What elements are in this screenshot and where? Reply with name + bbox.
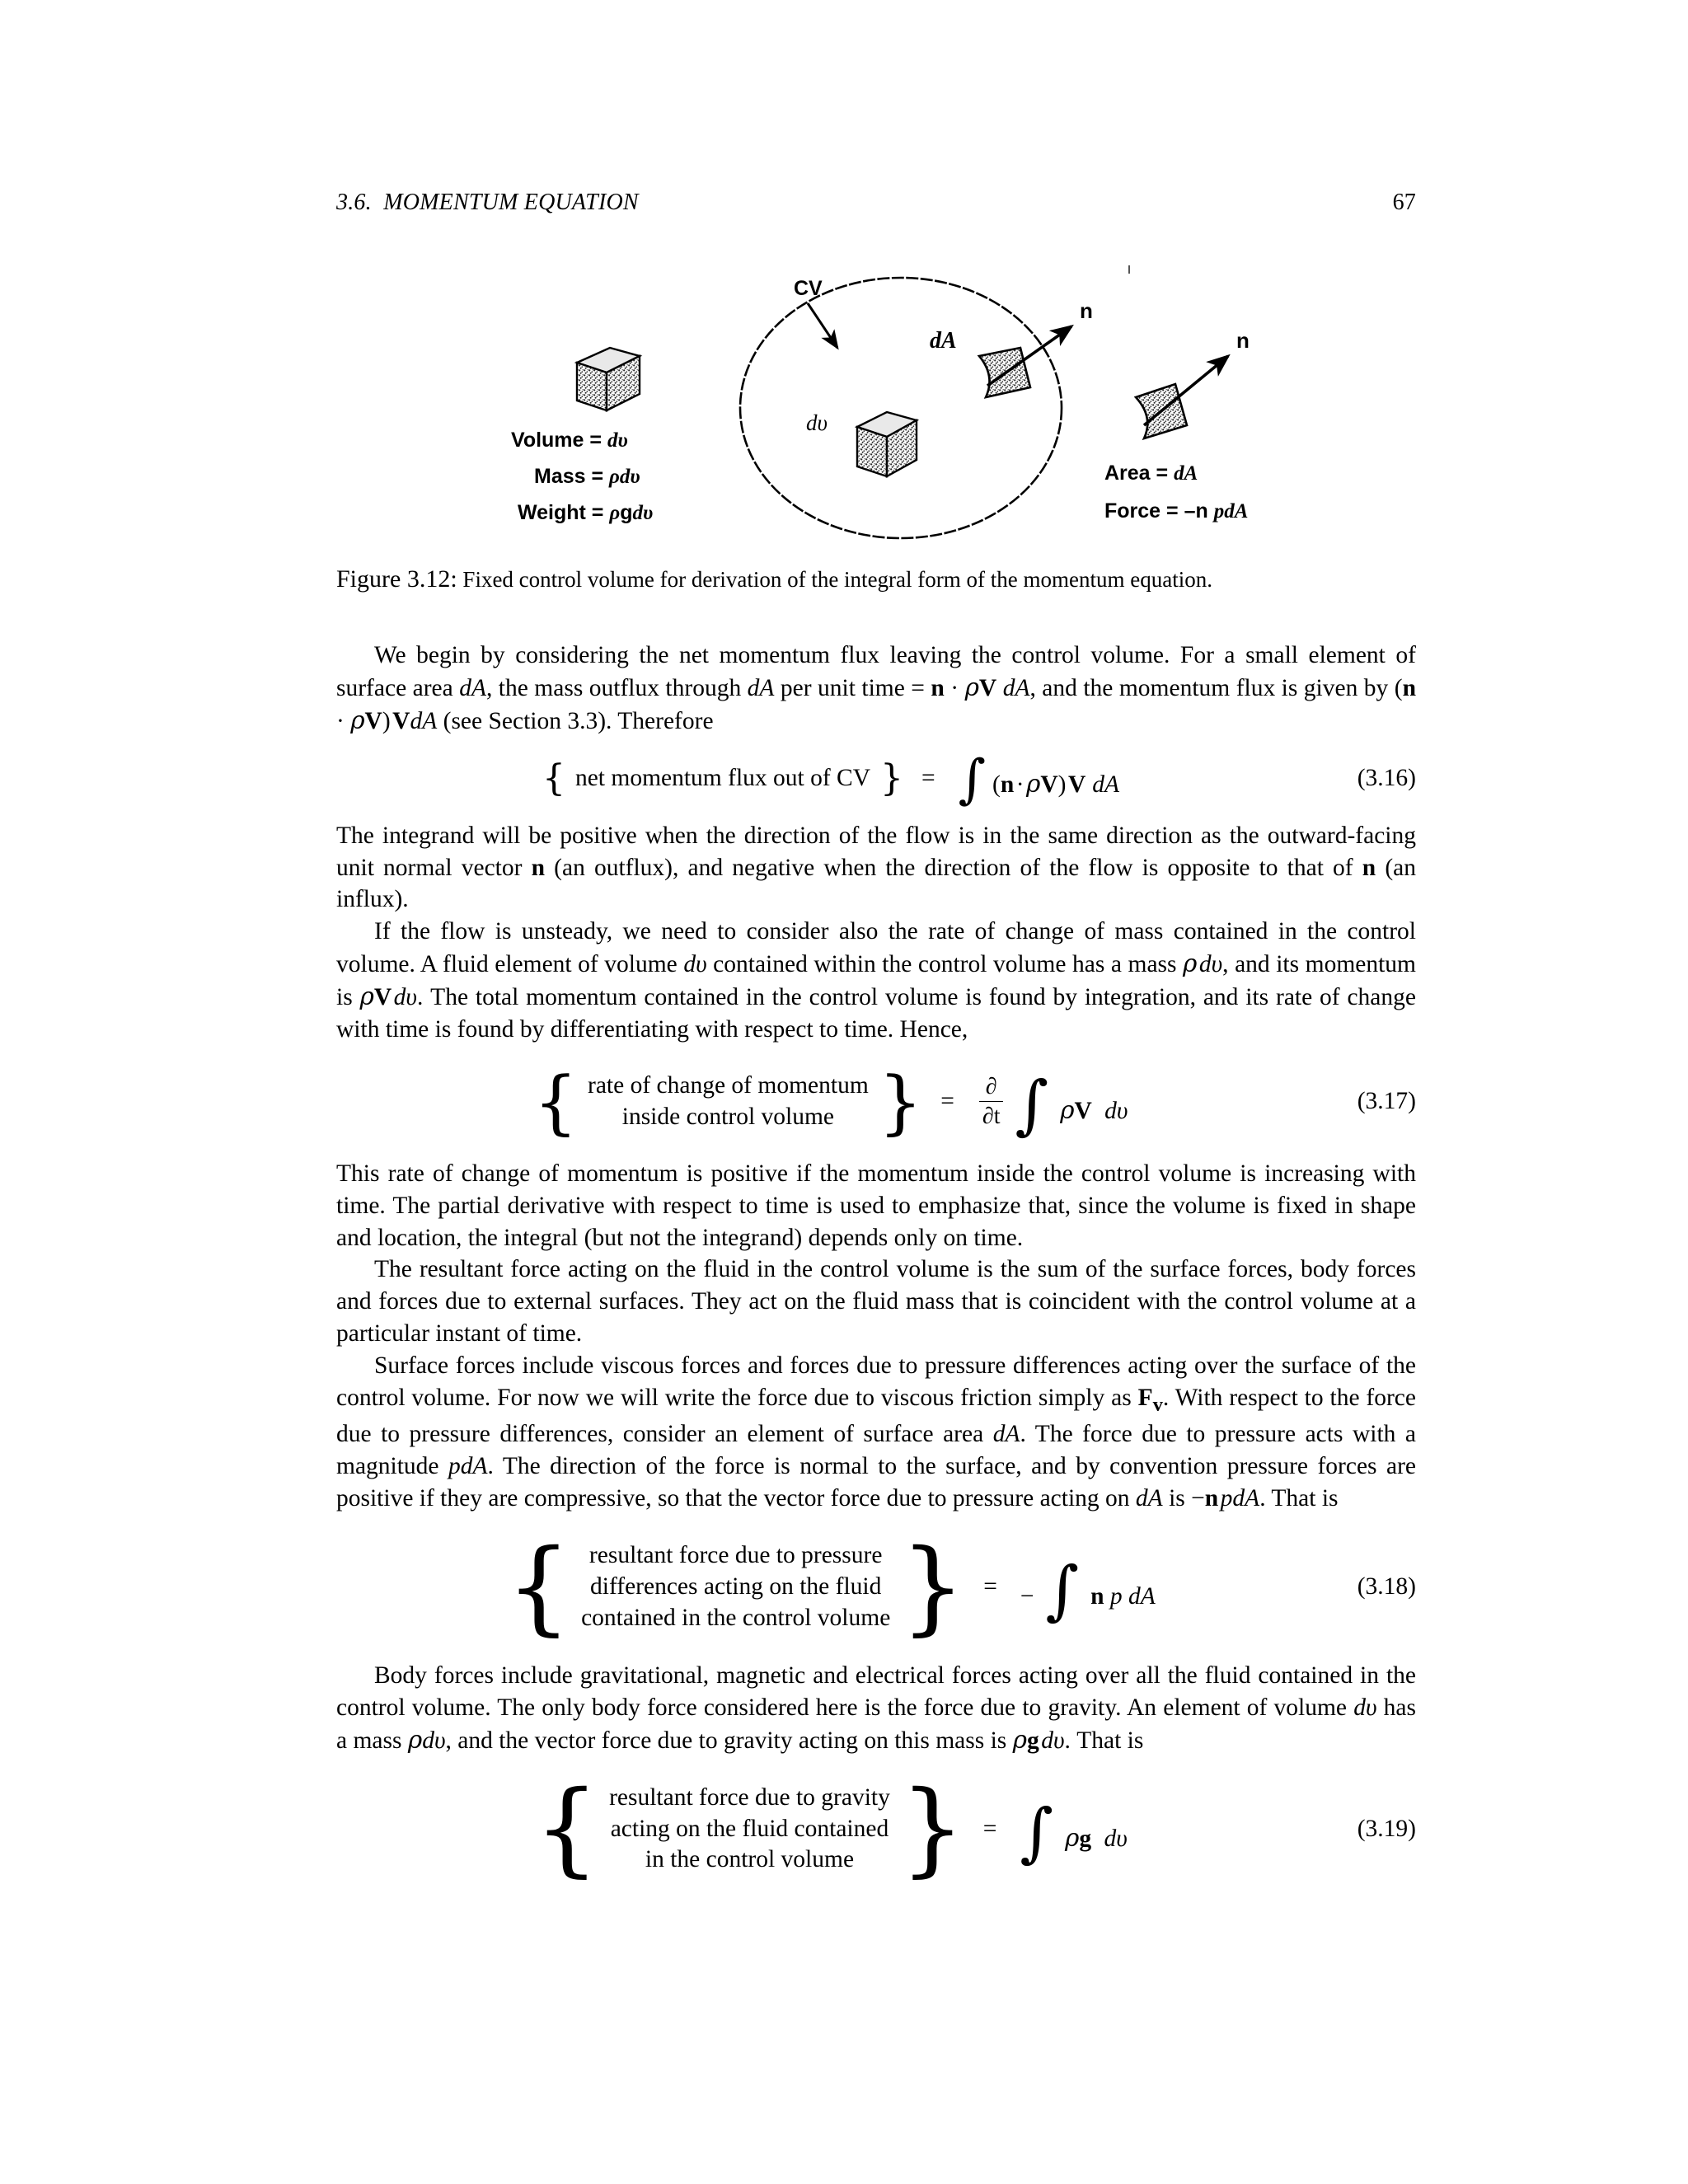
p3-text-1: If the flow is unsteady, we need to consider also the rate of change of mass contained in the control volume. A fluid element of volume: [336, 918, 1416, 978]
figure-caption: [336, 563, 1416, 595]
figure-caption-text: Fixed control volume for derivation of the integral form of the momentum equation.: [462, 567, 1212, 592]
p2-math-n-2: n: [1362, 854, 1376, 881]
p6-math-v-sub: v: [1152, 1393, 1163, 1416]
figure-label-area: Area = dA: [1104, 462, 1198, 485]
paragraph-resultant-force: [336, 1254, 1416, 1350]
eq316-lhs-line: net momentum flux out of CV: [574, 764, 871, 791]
equation-3-18: [336, 1527, 1416, 1647]
p6-text-4: . The direction of the force is normal to the surface, and by convention pressure forces are positive if they are compressive, so that the vector force due to pressure acting on: [336, 1453, 1416, 1511]
p2-math-n: n: [531, 854, 546, 881]
eq318-p: p: [1104, 1583, 1123, 1610]
p7-text-3: , and the vector force due to gravity acting on this mass is: [445, 1727, 1013, 1754]
figure-label-mass: Mass = ρdυ: [534, 465, 640, 488]
p1-text-4: , and the momentum flux is given by: [1029, 674, 1395, 701]
p6-text-5: is: [1162, 1484, 1192, 1511]
p3-text-4: . The total momentum contained in the control volume is found by integration, and its rate of change with time is found by differentiating with respect to time. Hence,: [336, 984, 1416, 1043]
figure-label-dv: dυ: [806, 410, 828, 435]
figure-image: [485, 255, 1317, 544]
eq318-number: (3.18): [1357, 1573, 1416, 1601]
p6-math-pdA: pdA: [448, 1453, 488, 1480]
eq319-rhs: [1015, 1795, 1128, 1870]
p1-text-3: per unit time =: [774, 674, 931, 701]
paragraph-body-forces: Body forces include gravitational, magnetic and electrical forces acting over all the fluid contained in the control volume. The only body force considered here is the force due to gravity. An element of volume dυ has a mass ρdυ, and the vector force due to gravity acting on this mass is ρg dυ. That is: [336, 1661, 1416, 1754]
eq316-right-brace: }: [880, 757, 904, 799]
eq319-lhs-line-3: in the control volume: [645, 1846, 855, 1873]
eq318-right-brace: }: [900, 1527, 966, 1647]
figure-right-labels: [1104, 462, 1248, 523]
eq318-lhs-line-1: resultant force due to pressure: [588, 1542, 883, 1569]
figure-label-volume: Volume = dυ: [511, 429, 628, 452]
eq318-lhs-line-2: differences acting on the fluid: [590, 1572, 882, 1600]
eq317-V: V: [1074, 1098, 1092, 1125]
figure-label-weight: Weight = ρgdυ: [518, 501, 654, 524]
p1-text-5: (see Section 3.3). Therefore: [437, 707, 714, 734]
eq318-lhs-line-3: contained in the control volume: [581, 1604, 891, 1631]
integral-icon: ∫: [1045, 1554, 1080, 1629]
eq319-number: (3.19): [1357, 1815, 1416, 1842]
p2-text-2: (an outflux), and negative when the direction of the flow is opposite to that of: [545, 854, 1362, 881]
p6-math-dA: dA: [992, 1421, 1020, 1448]
p3-text-2: contained within the control volume has a mass: [706, 951, 1184, 978]
eq317-rho: ρ: [1060, 1096, 1075, 1125]
p6-text-1: Surface forces include viscous forces and forces due to pressure differences acting over the surface of the control volume. For now we will write the force due to viscous friction simply as: [336, 1352, 1416, 1411]
page-content: [336, 190, 1416, 1901]
eq316-left-brace: {: [542, 757, 565, 799]
eq319-g: g: [1079, 1825, 1092, 1852]
eq316-relation: =: [921, 765, 935, 792]
eq317-dv: dυ: [1098, 1098, 1128, 1125]
figure-3-12: [336, 255, 1416, 548]
control-volume-outline: [740, 278, 1062, 538]
p6-math-F: F: [1137, 1384, 1153, 1411]
p5-text: The resultant force acting on the fluid in the control volume is the sum of the surface forces, body forces and forces due to external surfaces. They act on the fluid mass that is coincident with the control volume at a particular instant of time.: [336, 1256, 1416, 1347]
eq317-relation: =: [940, 1088, 954, 1115]
eq318-minus-sign: −: [1020, 1583, 1034, 1610]
eq317-lhs-line-1: rate of change of momentum: [588, 1072, 869, 1099]
running-head: [336, 190, 1416, 216]
p3-text-3: , and its momentum is: [336, 951, 1416, 1010]
eq319-right-brace: }: [899, 1769, 965, 1889]
eq318-dA: dA: [1122, 1583, 1156, 1610]
figure-label-force: Force = –n pdA: [1104, 499, 1249, 523]
p6-text-2: . With respect to the force due to pressure differences, consider an element of surface area: [336, 1384, 1416, 1448]
figure-caption-label: Figure 3.12:: [336, 565, 457, 593]
eq317-rhs: [1010, 1068, 1128, 1143]
eq317-number: (3.17): [1357, 1088, 1416, 1115]
p7-text-4: . That is: [1064, 1727, 1144, 1754]
p6-text-6: . That is: [1259, 1484, 1339, 1511]
eq318-n: n: [1090, 1583, 1104, 1610]
eq317-right-brace: }: [878, 1061, 923, 1142]
p1-math-dA-2: dA: [747, 674, 775, 701]
equation-3-16: [336, 748, 1416, 810]
equation-3-17: [336, 1061, 1416, 1143]
paragraph-integrand-sign: [336, 820, 1416, 916]
paragraph-unsteady: If the flow is unsteady, we need to consider also the rate of change of mass contained in the control volume. A fluid element of volume dυ contained within the control volume has a mass ρ dυ, and its momentum is ρV dυ. The total momentum contained in the control volume is found by integration, and its rate of change with time is found by differentiating with respect to time. Hence,: [336, 918, 1416, 1043]
paragraph-surface-forces: Surface forces include viscous forces and forces due to pressure differences acting over the surface of the control volume. For now we will write the force due to viscous friction simply as $F_v$. With respect to the force due to pressure differences, consider an element of surface area dA. The force due to pressure acts with a magnitude pdA. The direction of the force is normal to the surface, and by convention pressure forces are positive if they are compressive, so that the vector force due to pressure acting on dA is −n pdA. That is: [336, 1352, 1416, 1511]
p6-math-Fv: [1137, 1384, 1163, 1416]
p7-text-2: has a mass: [336, 1694, 1416, 1754]
integral-icon: ∫: [958, 748, 986, 810]
eq319-lhs-line-1: resultant force due to gravity: [609, 1783, 890, 1811]
figure-label-cv: CV: [794, 277, 823, 300]
p6-text-3: . The force due to pressure acts with a magnitude: [336, 1421, 1416, 1480]
eq318-rhs: [1015, 1554, 1156, 1629]
paragraph-partial-derivative: [336, 1158, 1416, 1254]
figure-cube-interior: [857, 412, 917, 476]
eq319-rho: ρ: [1065, 1823, 1080, 1852]
p7-math-dv: dυ: [1353, 1694, 1377, 1721]
eq316-rhs: ∫ (n · ρV) V dA: [958, 748, 1120, 810]
figure-label-dA: dA: [930, 328, 957, 354]
eq318-left-brace: {: [506, 1527, 572, 1647]
eq316-number: (3.16): [1357, 765, 1416, 792]
equation-3-19: [336, 1769, 1416, 1889]
eq317-partial-fraction: [979, 1075, 1004, 1129]
eq319-left-brace: {: [534, 1769, 600, 1889]
p1-text-2: , the mass outflux through: [485, 674, 748, 701]
p3-math-dv: dυ: [683, 951, 707, 978]
eq317-left-brace: {: [533, 1061, 578, 1142]
eq317-lhs-line-2: inside control volume: [621, 1103, 835, 1130]
running-head-section: 3.6. MOMENTUM EQUATION: [336, 190, 639, 215]
figure-left-labels: [511, 429, 653, 524]
p1-text-1: We begin by considering the net momentum flux leaving the control volume. For a small element of surface area: [336, 642, 1416, 701]
paragraph-intro: We begin by considering the net momentum flux leaving the control volume. For a small element of surface area dA, the mass outflux through dA per unit time = n · ρV dA, and the momentum flux is given by (n · ρV) VdA (see Section 3.3). Therefore: [336, 642, 1417, 734]
eq318-relation: =: [983, 1573, 997, 1601]
figure-label-n-outside: n: [1236, 328, 1250, 353]
eq317-frac-num: ∂: [985, 1073, 997, 1099]
p1-math-dA: dA: [459, 674, 486, 701]
p2-text-1: The integrand will be positive when the direction of the flow is in the same direction as the outward-facing unit normal vector: [336, 822, 1416, 881]
p4-text: This rate of change of momentum is positive if the momentum inside the control volume is increasing with time. The partial derivative with respect to time is used to emphasize that, since the volume is fixed in shape and location, the integral (but not the integrand) depends only on time.: [336, 1160, 1416, 1251]
integral-icon: ∫: [1015, 1068, 1049, 1143]
p6-math-dA-2: dA: [1135, 1484, 1163, 1511]
eq319-relation: =: [982, 1815, 997, 1842]
eq319-dv: dυ: [1098, 1825, 1128, 1852]
page-number: 67: [1392, 190, 1416, 215]
figure-cube-exterior: [577, 348, 640, 410]
eq317-frac-den: ∂t: [979, 1101, 1004, 1129]
integral-icon: ∫: [1020, 1795, 1054, 1870]
figure-label-n-inside: n: [1080, 298, 1093, 323]
p7-text-1: Body forces include gravitational, magnetic and electrical forces acting over all the fluid contained in the control volume. The only body force considered here is the force due to gravity. An element of volume: [336, 1661, 1416, 1721]
eq319-lhs-line-2: acting on the fluid contained: [610, 1815, 889, 1842]
p2-text-3: (an influx).: [336, 854, 1416, 913]
